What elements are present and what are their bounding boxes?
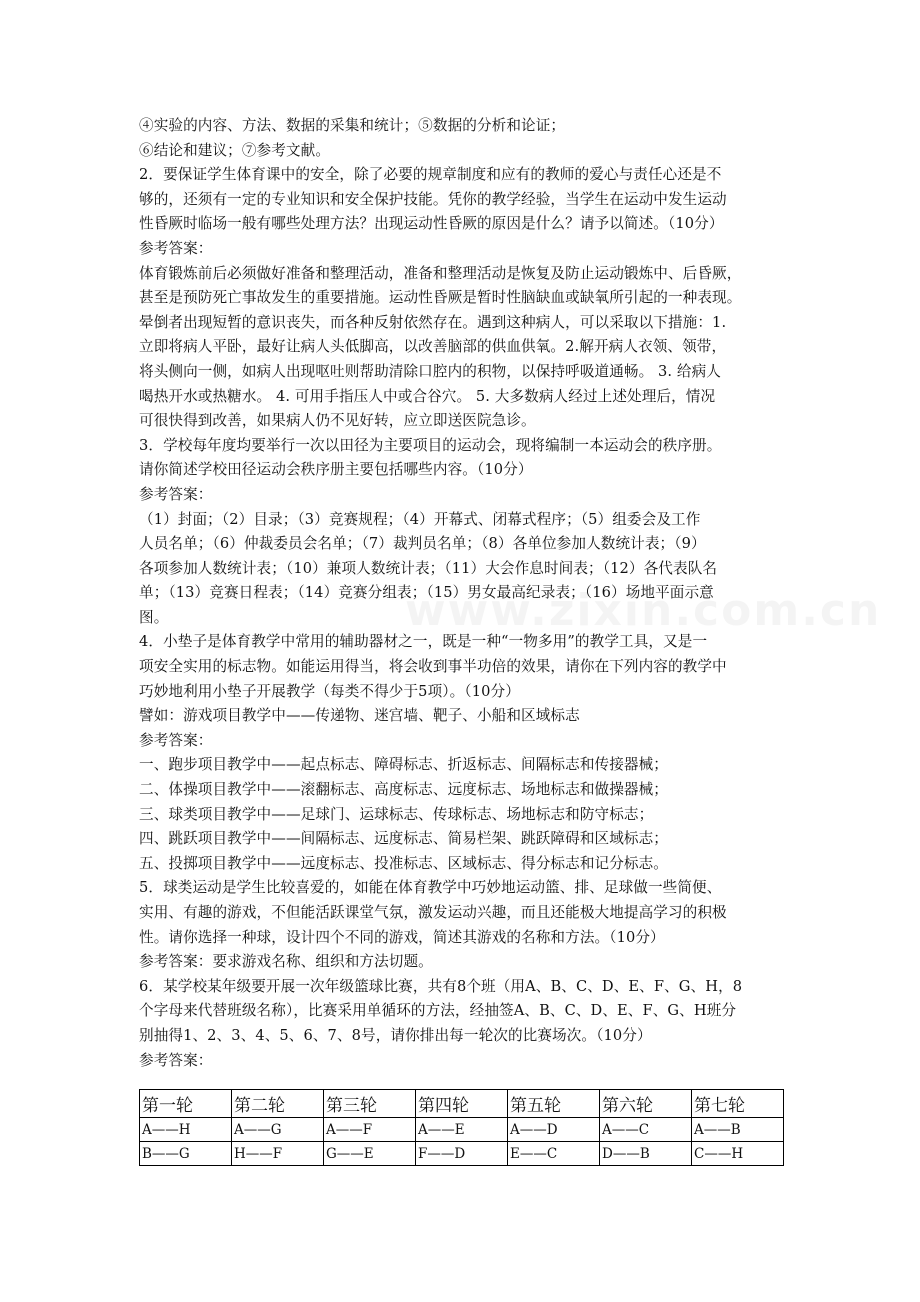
text-line: 立即将病人平卧，最好让病人头低脚高，以改善脑部的供血供氧。2.解开病人衣领、领带， bbox=[139, 338, 727, 356]
table-cell: A——C bbox=[600, 1118, 692, 1142]
text-line: 4．小垫子是体育教学中常用的辅助器材之一，既是一种“一物多用”的教学工具，又是一 bbox=[139, 633, 708, 651]
table-header-cell: 第五轮 bbox=[508, 1090, 600, 1118]
table-cell: C——H bbox=[692, 1142, 784, 1166]
table-cell: A——E bbox=[416, 1118, 508, 1142]
answer-label: 参考答案： bbox=[139, 239, 213, 257]
table-header-cell: 第七轮 bbox=[692, 1090, 784, 1118]
table-header-cell: 第六轮 bbox=[600, 1090, 692, 1118]
table-cell: G——E bbox=[324, 1142, 416, 1166]
table-cell: D——B bbox=[600, 1142, 692, 1166]
text-line: 2．要保证学生体育课中的安全，除了必要的规章制度和应有的教师的爱心与责任心还是不 bbox=[139, 166, 722, 184]
text-line: 可很快得到改善，如果病人仍不见好转，应立即送医院急诊。 bbox=[139, 412, 536, 430]
text-line: 人员名单；（6）仲裁委员会名单；（7）裁判员名单；（8）各单位参加人数统计表；（9） bbox=[139, 535, 706, 553]
text-line: 体育锻炼前后必须做好准备和整理活动，准备和整理活动是恢复及防止运动锻炼中、后昏厥， bbox=[139, 264, 742, 282]
table-header-row bbox=[140, 1090, 784, 1118]
table-cell: A——F bbox=[324, 1118, 416, 1142]
text-line: 巧妙地利用小垫子开展教学（每类不得少于5项）。（10分） bbox=[139, 682, 520, 700]
table-row bbox=[140, 1118, 784, 1142]
table-header-cell: 第三轮 bbox=[324, 1090, 416, 1118]
answer-label: 参考答案： bbox=[139, 1051, 213, 1069]
text-line: 性。请你选择一种球，设计四个不同的游戏，简述其游戏的名称和方法。（10分） bbox=[139, 928, 665, 946]
text-line: 各项参加人数统计表；（10）兼项人数统计表；（11）大会作息时间表；（12）各代表队名 bbox=[139, 559, 718, 577]
text-line: 一、跑步项目教学中——起点标志、障碍标志、折返标志、间隔标志和传接器械； bbox=[139, 756, 668, 774]
table-header-cell: 第二轮 bbox=[232, 1090, 324, 1118]
table-cell: A——B bbox=[692, 1118, 784, 1142]
table-row bbox=[140, 1142, 784, 1166]
text-line: 四、跳跃项目教学中——间隔标志、远度标志、简易栏架、跳跃障碍和区域标志； bbox=[139, 830, 668, 848]
text-line: 晕倒者出现短暂的意识丧失，而各种反射依然存在。遇到这种病人，可以采取以下措施：1. bbox=[139, 313, 727, 331]
answer-label: 参考答案： bbox=[139, 731, 213, 749]
text-line: （1）封面；（2）目录；（3）竞赛规程；（4）开幕式、闭幕式程序；（5）组委会及工作 bbox=[139, 510, 701, 528]
text-line: 喝热开水或热糖水。 4. 可用手指压人中或合谷穴。 5. 大多数病人经过上述处理后，情况 bbox=[139, 387, 716, 405]
text-line: 实用、有趣的游戏，不但能活跃课堂气氛，激发运动兴趣，而且还能极大地提高学习的积极 bbox=[139, 904, 727, 921]
text-line: 3．学校每年度均要举行一次以田径为主要项目的运动会，现将编制一本运动会的秩序册。 bbox=[139, 436, 722, 454]
table-cell: A——G bbox=[232, 1118, 324, 1142]
text-line: 别抽得1、2、3、4、5、6、7、8号，请你排出每一轮次的比赛场次。（10分） bbox=[139, 1026, 652, 1044]
text-line: 够的，还须有一定的专业知识和安全保护技能。凭你的教学经验，当学生在运动中发生运动 bbox=[139, 190, 727, 208]
text-line: 单；（13）竞赛日程表；（14）竞赛分组表；（15）男女最高纪录表；（16）场地平面示意 bbox=[139, 584, 714, 602]
table-cell: F——D bbox=[416, 1142, 508, 1166]
rounds-table bbox=[139, 1089, 784, 1166]
text-line: 譬如：游戏项目教学中——传递物、迷宫墙、靶子、小船和区域标志 bbox=[139, 707, 580, 725]
text-line: 请你简述学校田径运动会秩序册主要包括哪些内容。（10分） bbox=[139, 461, 533, 479]
text-line: 二、体操项目教学中——滚翻标志、高度标志、远度标志、场地标志和做操器械； bbox=[139, 781, 668, 799]
text-line: 参考答案：要求游戏名称、组织和方法切题。 bbox=[139, 953, 433, 971]
text-line: 图。 bbox=[139, 608, 169, 626]
document-body bbox=[139, 114, 787, 1073]
text-line: 五、投掷项目教学中——远度标志、投准标志、区域标志、得分标志和记分标志。 bbox=[139, 854, 668, 872]
table-cell: E——C bbox=[508, 1142, 600, 1166]
table-header-cell: 第一轮 bbox=[140, 1090, 232, 1118]
table-cell: A——D bbox=[508, 1118, 600, 1142]
table-header-cell: 第四轮 bbox=[416, 1090, 508, 1118]
table-cell: A——H bbox=[140, 1118, 232, 1142]
text-line: 个字母来代替班级名称），比赛采用单循环的方法，经抽签A、B、C、D、E、F、G、H班分 bbox=[139, 1002, 737, 1020]
text-line: 项安全实用的标志物。如能运用得当，将会收到事半功倍的效果，请你在下列内容的教学中 bbox=[139, 658, 727, 676]
text-line: 性昏厥时临场一般有哪些处理方法？出现运动性昏厥的原因是什么？请予以简述。（10分） bbox=[139, 215, 724, 233]
text-line: ⑥结论和建议；⑦参考文献。 bbox=[139, 141, 331, 159]
table-cell: H——F bbox=[232, 1142, 324, 1166]
text-line: 将头侧向一侧，如病人出现呕吐则帮助清除口腔内的积物，以保持呼吸道通畅。 3. 给病人 bbox=[139, 362, 721, 380]
text-line: 三、球类项目教学中——足球门、运球标志、传球标志、场地标志和防守标志； bbox=[139, 805, 654, 823]
text-line: 甚至是预防死亡事故发生的重要措施。运动性昏厥是暂时性脑缺血或缺氧所引起的一种表现。 bbox=[139, 289, 742, 307]
table-cell: B——G bbox=[140, 1142, 232, 1166]
answer-label: 参考答案： bbox=[139, 485, 213, 503]
text-line: ④实验的内容、方法、数据的采集和统计；⑤数据的分析和论证； bbox=[139, 117, 566, 134]
text-line: 5．球类运动是学生比较喜爱的，如能在体育教学中巧妙地运动篮、排、足球做一些简便、 bbox=[139, 879, 722, 897]
text-line: 6．某学校某年级要开展一次年级篮球比赛，共有8个班（用A、B、C、D、E、F、G、H，8 bbox=[139, 977, 743, 995]
